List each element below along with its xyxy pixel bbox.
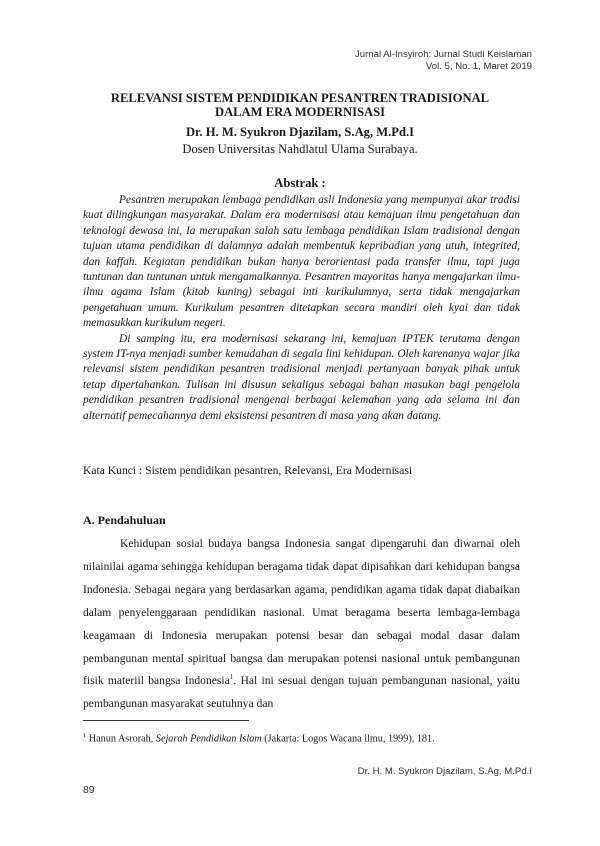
- footnote-author: Hanun Asrorah,: [88, 733, 156, 745]
- footnote-book-title: Sejarah Pendidikan Islam: [155, 733, 262, 745]
- section-heading: A. Pendahuluan: [83, 513, 166, 527]
- abstract-paragraph-1: Pesantren merupakan lembaga pendidikan asli Indonesia yang mempunyai akar tradisi kuat dilingkungan masyarakat. Dalam era modernisasi atau kemajuan ilmu pengetahuan dan teknologi dewasa ini, Ia merupakan salah satu lembaga pendidikan Islam tradisional dengan tujuan utama pendidikan di dalamnya adalah membentuk kepribadian yang utuh, integrited, dan kaffah. Kegiatan pendidikan bukan hanya berorientasi pada transfer ilmu, tapi juga tuntunan dan tuntunan untuk mengamalkannya. Pesantren mayoritas hanya mengajarkan ilmu-ilmu agama Islam (kitab kuning) sebagai inti kurikulumnya, serta tidak mengajarkan pengetahuan umum. Kurikulum pesantren ditetapkan secara mandiri oleh kyai dan tidak memasukkan kurikulum negeri.: [83, 194, 520, 330]
- footer-author: Dr. H. M. Syukron Djazilam, S.Ag, M.Pd.I: [357, 766, 532, 777]
- title-line-1: RELEVANSI SISTEM PENDIDIKAN PESANTREN TRADISIONAL: [110, 91, 490, 105]
- journal-header: [355, 49, 532, 73]
- body-text-cont: . Hal ini sesuai dengan tujuan pembangunan nasional, yaitu pembangunan masyarakat seutuhnya dan: [83, 674, 520, 711]
- journal-name: Jurnal Al-Insyiroh: Jurnal Studi Keislaman: [354, 49, 532, 60]
- body-paragraph: [83, 533, 520, 716]
- footnote-ref[interactable]: 1: [229, 673, 234, 682]
- abstract-paragraph-2: Di samping itu, era modernisasi sekarang ini, kemajuan IPTEK terutama dengan system IT-nya menjadi sumber kemudahan di segala lini kehidupan. Oleh karenanya wajar jika relevansi sistem pendidikan pesantren tradisional menjadi pertanyaan banyak pihak untuk tetap dipertahankan. Tulisan ini disusun sekaligus sebagai bahan masukan bagi pengelola pendidikan pesantren tradisional mengenai berbagai kelemahan yang ada selama ini dan alternatif pemecahannya demi eksistensi pesantren di masa yang akan datang.: [83, 332, 520, 422]
- author-name: Dr. H. M. Syukron Djazilam, S.Ag, M.Pd.I: [185, 125, 415, 139]
- footnote-publication: (Jakarta: Logos Wacana ilmu, 1999), 181.: [261, 733, 435, 745]
- abstract-body: [83, 193, 520, 424]
- keywords: Kata Kunci : Sistem pendidikan pesantren, Relevansi, Era Modernisasi: [83, 464, 413, 477]
- journal-issue: Vol. 5, No. 1, Maret 2019: [425, 61, 532, 72]
- section-body: [83, 533, 520, 716]
- footnote-number: 1: [83, 732, 87, 739]
- author-affiliation: Dosen Universitas Nahdlatul Ulama Surabaya.: [182, 142, 418, 156]
- body-text: Kehidupan sosial budaya bangsa Indonesia sangat dipengaruhi dan diwarnai oleh nilainilai agama sehingga kehidupan beragama tidak dapat dipisahkan dari kehidupan bangsa Indonesia. Sebagai negara yang berdasarkan agama, pendidikan agama tidak dapat diabaikan dalam penyelenggaraan pendidikan nasional. Umat beragama beserta lembaga-lembaga keagamaan di Indonesia merupakan potensi besar dan sebagai modal dasar dalam pembangunan mental spiritual bangsa dan merupakan potensi nasional untuk pembangunan fisik materiil bangsa Indonesia: [83, 537, 520, 688]
- footnote-divider: [83, 720, 249, 721]
- page-number: 89: [83, 785, 95, 796]
- footnote: [83, 729, 520, 745]
- abstract-heading: Abstrak :: [274, 176, 326, 190]
- article-title: [90, 91, 510, 119]
- title-line-2: DALAM ERA MODERNISASI: [214, 105, 386, 119]
